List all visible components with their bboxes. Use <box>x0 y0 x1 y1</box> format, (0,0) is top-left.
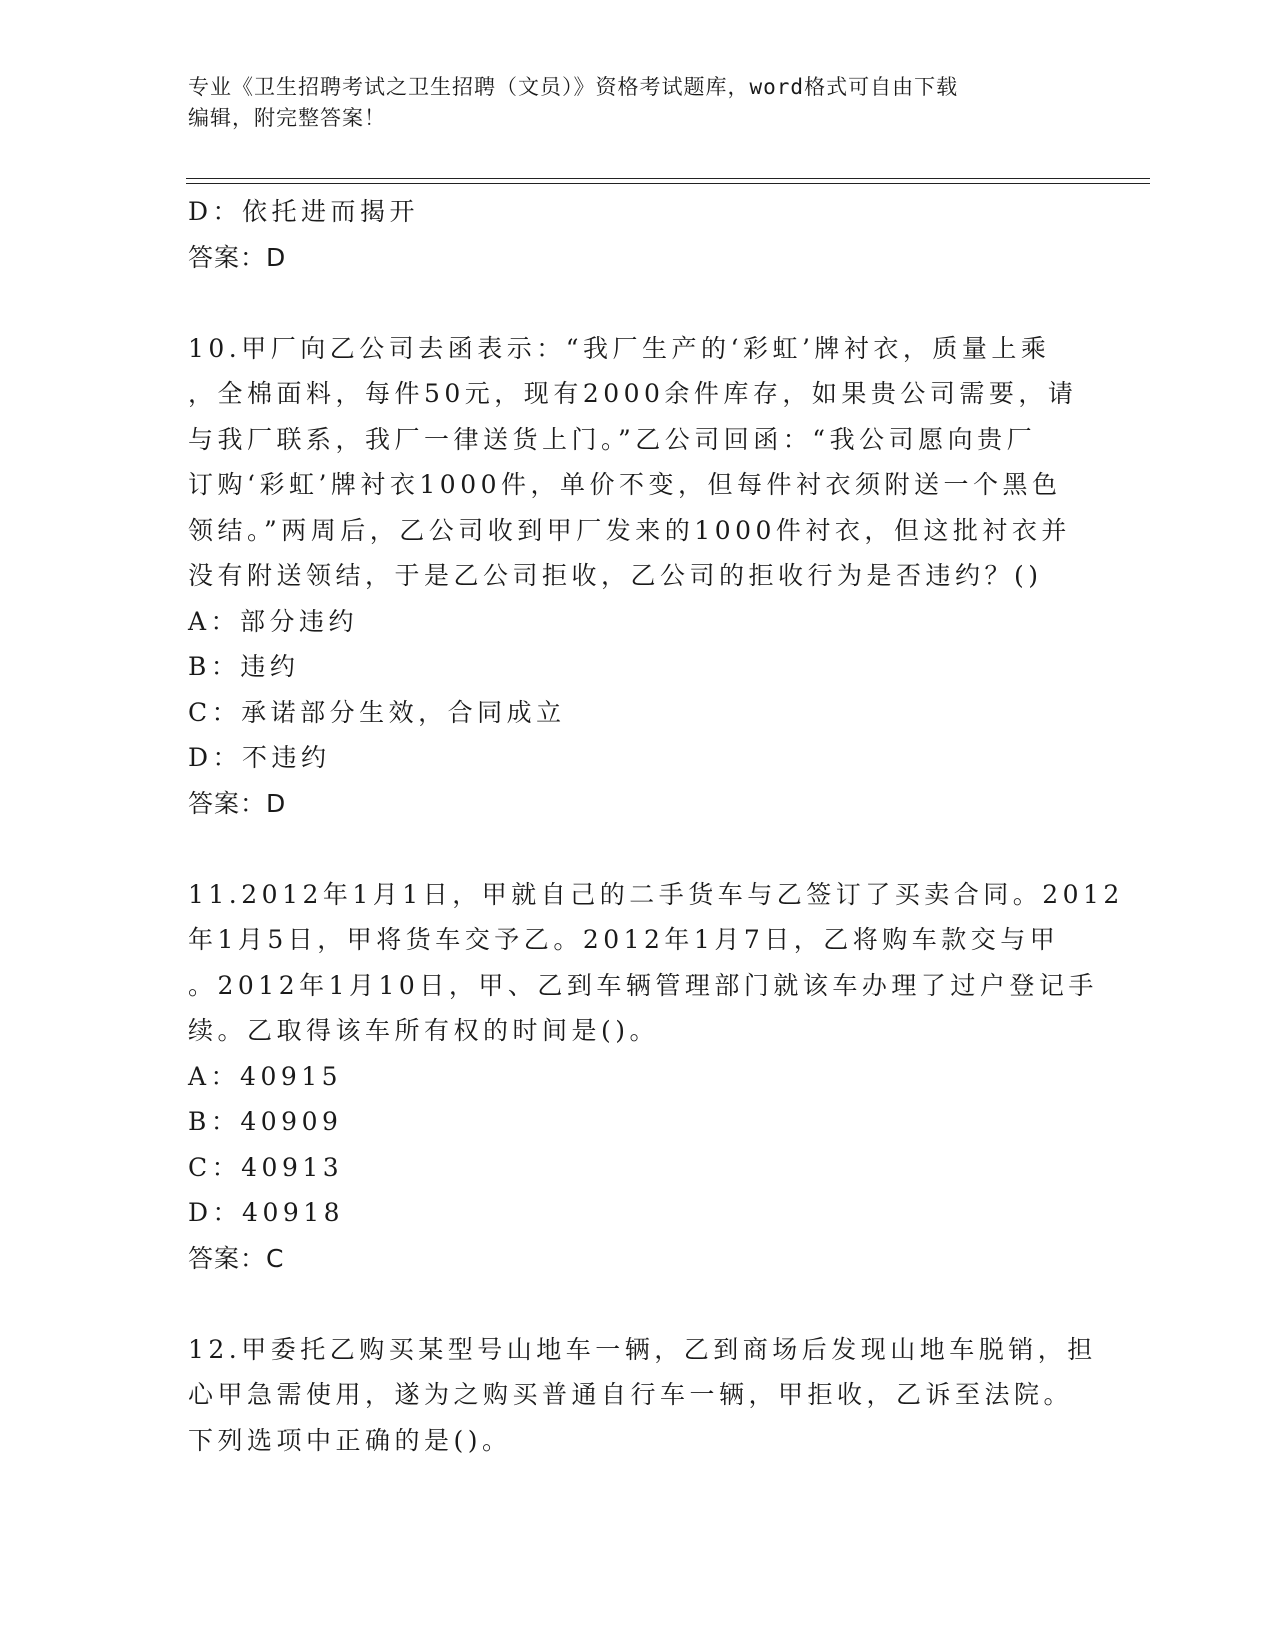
question-12-line: 下列选项中正确的是()。 <box>188 1425 512 1455</box>
question-11-line: 。2012年1月10日，甲、乙到车辆管理部门就该车办理了过户登记手 <box>188 970 1098 1000</box>
question-10-line: 订购‘彩虹’牌衬衣1000件，单价不变，但每件衬衣须附送一个黑色 <box>188 470 1062 499</box>
question-10-line: 没有附送领结，于是乙公司拒收，乙公司的拒收行为是否违约？() <box>188 561 1043 590</box>
spacer <box>188 826 1088 872</box>
question-10-line: 与我厂联系，我厂一律送货上门。”乙公司回函：“我公司愿向贵厂 <box>188 424 1037 454</box>
document-header <box>188 72 1068 134</box>
header-line-1: 专业《卫生招聘考试之卫生招聘（文员）》资格考试题库，word格式可自由下载 <box>188 75 959 99</box>
question-12 <box>188 1327 1097 1464</box>
question-10-option-b: B：违约 <box>188 652 300 681</box>
question-11-option-c: C：40913 <box>188 1152 344 1182</box>
spacer <box>188 280 1088 326</box>
question-11 <box>188 872 1124 1282</box>
header-divider-bottom <box>186 183 1150 184</box>
question-11-line: 11.2012年1月1日，甲就自己的二手货车与乙签订了买卖合同。2012 <box>188 879 1124 909</box>
spacer <box>188 1281 1088 1327</box>
question-12-line: 心甲急需使用，遂为之购买普通自行车一辆，甲拒收，乙诉至法院。 <box>188 1380 1074 1409</box>
question-11-line: 续。乙取得该车所有权的时间是()。 <box>188 1016 660 1045</box>
prev-option-d: D：依托进而揭开 <box>188 197 420 226</box>
question-10-option-d: D：不违约 <box>188 743 331 772</box>
question-10-option-a: A：部分违约 <box>188 606 359 636</box>
question-10-line: ，全棉面料，每件50元，现有2000余件库存，如果贵公司需要，请 <box>188 379 1078 408</box>
question-10-line: 领结。”两周后，乙公司收到甲厂发来的1000件衬衣，但这批衬衣并 <box>188 515 1071 545</box>
question-11-option-a: A：40915 <box>188 1061 343 1091</box>
header-divider-top <box>186 178 1150 179</box>
question-11-answer: 答案：C <box>188 1243 285 1273</box>
question-10-option-c: C：承诺部分生效，合同成立 <box>188 697 566 727</box>
question-11-option-b: B：40909 <box>188 1107 343 1136</box>
question-content <box>188 189 1124 1463</box>
prev-answer: 答案：D <box>188 242 287 272</box>
question-10-answer: 答案：D <box>188 788 287 818</box>
question-11-line: 年1月5日，甲将货车交予乙。2012年1月7日，乙将购车款交与甲 <box>188 925 1060 954</box>
question-12-line: 12.甲委托乙购买某型号山地车一辆，乙到商场后发现山地车脱销，担 <box>188 1334 1097 1364</box>
question-11-option-d: D：40918 <box>188 1198 345 1227</box>
question-10 <box>188 326 1088 827</box>
header-line-2: 编辑，附完整答案！ <box>188 106 386 130</box>
question-10-line: 10.甲厂向乙公司去函表示：“我厂生产的‘彩虹’牌衬衣，质量上乘 <box>188 333 1051 363</box>
